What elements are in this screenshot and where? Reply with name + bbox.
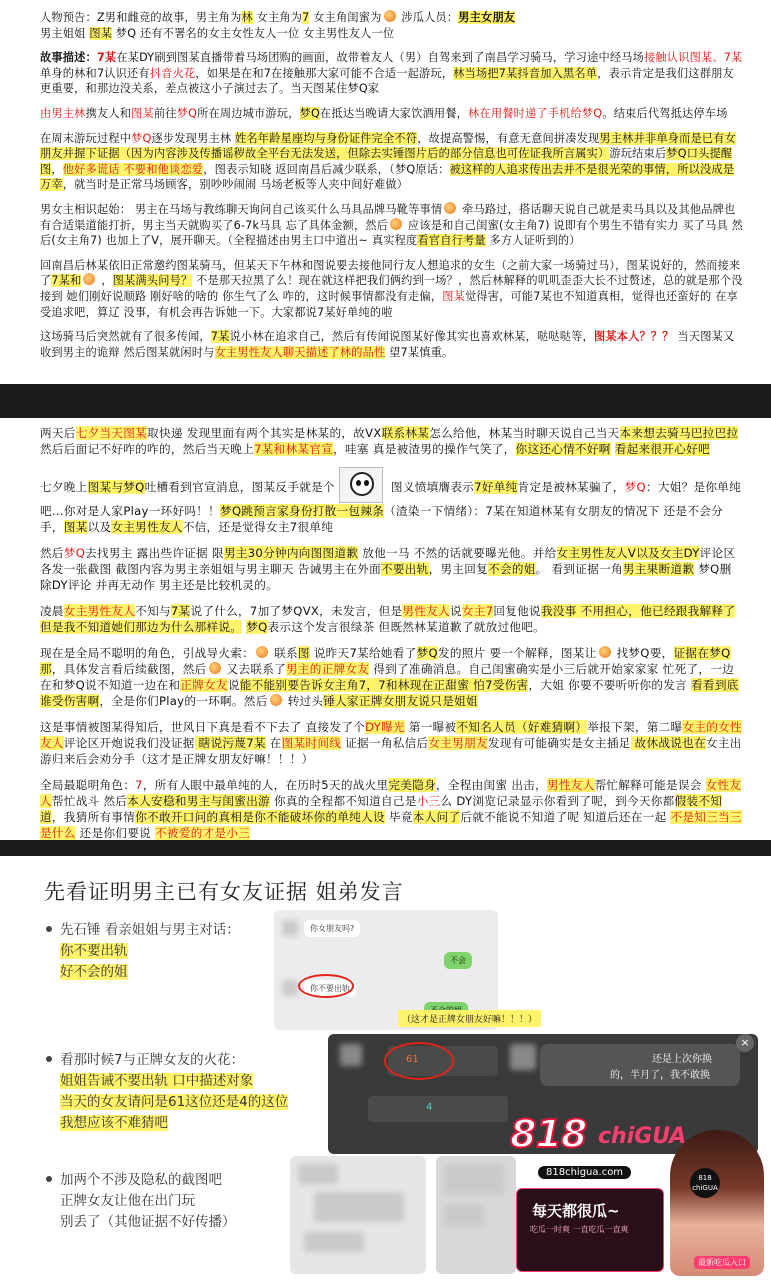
logo-chigua: chiGUA — [598, 1124, 687, 1149]
story-meeting: 男女主相识起始： 男主在马场与教练聊天询问自己该买什么马具品牌马靴等事情 牵马路过，搭话聊天说自己就是卖马具以及其他品牌也有合适渠道能打折，男主当天就购买了6-7k马具 忘了具体金额，然后 应该是和自己闺蜜(女主角7) 说即有个男生不错有实力 买了马具 然后(女主角7) 也加上了V，展开聊天。（全程描述由男主口中道出~ 真实程度看官自行考量 多方人证听到的） — [40, 202, 744, 248]
peach-icon — [599, 646, 611, 658]
highlight-circle — [298, 974, 354, 998]
story-exposure: 这是事情被图某得知后，世风日下真是看不下去了 直接发了个DY曝光 第一曝被不知名人员（好难猜啊）举报下架，第二曝女主的女性友人评论区开炮说我们没证据 瞎说污蔑7某 在图某时间线 证据一角私信后女主男朋友发现有可能确实是女主插足 故休战说也在女主出游归来后会劝分手（这才是正牌女朋友好嘛！！！） — [40, 720, 742, 766]
chat-bubble: 的，半月了，我不敢换 — [610, 1070, 710, 1081]
site-url: 818chigua.com — [538, 1166, 631, 1179]
site-watermark — [502, 1108, 767, 1278]
story-ride: 回南昌后林某依旧正常邀约图某骑马，但某天下午林和图说要去接他同行友人想追求的女生（之前大家一场骑过马），图某说好的，然而接来了7某和 ，图某满头问号？ 不是那天拉黑了么！现在就这样把我们俩约到一场？，然后林解释的叽叽歪歪大长不过赘述，总的就是那个没接到 她们刚好说顺路 刚好啥的啥的 你生气了么 咋的，这时候事情都没有走偏，图某觉得害，可能7某也不知道真相，觉得也还蛮好的 在享受追求吧，算辽 没事，有机会再告诉她一下。大家都说7某好单纯的啦 — [40, 258, 743, 319]
chat-bubble: 你不要出轨 — [304, 980, 356, 997]
story-trip: 由男主林携友人和图某前往梦Q所在周边城市游玩，梦Q在抵达当晚请大家饮酒用餐，林在用餐时递了手机给梦Q。结束后代驾抵达停车场 — [40, 106, 728, 120]
logo-badge: 818 chiGUA — [690, 1168, 720, 1198]
slogan-sub: 吃瓜一时爽 一直吃瓜一直爽 — [530, 1225, 629, 1234]
story-section-2 — [0, 425, 771, 840]
screenshot-caption: （这才是正牌女朋友好嘛！！！） — [398, 1010, 541, 1027]
peach-icon — [256, 646, 268, 658]
divider-band — [0, 384, 771, 418]
evidence-bullet-1: 先石锤 看亲姐姐与男主对话： 你不要出轨 好不会的姐 — [46, 920, 240, 983]
evidence-bullet-3: 加两个不涉及隐私的截图吧 正牌女友让他在出门玩 别丢了（其他证据不好传播） — [46, 1170, 236, 1233]
story-smartest: 全局最聪明角色：7，所有人眼中最单纯的人，在历时5天的战火里完美隐身，全程由闺蜜 出击，男性友人帮忙解释可能是误会 女性友人帮忙战斗 然后本人安稳和男主与闺蜜出游 你真的全程都不知道自己是小三么 DY浏览记录显示你看到了呢，到今天你都假装不知道，我猜所有事情你不敢开口问的真相是你不能破坏你的单纯人设 毕竟本人问了后就不能说不知道了呢 知道后还在一起 不是知三当三是什么 还是你们要说 不被爱的才是小三 — [40, 778, 742, 840]
evidence-title: 先看证明男主已有女友证据 姐弟发言 — [44, 880, 404, 904]
story-evidence: 然后梦Q去找男主 露出些许证据 限男主30分钟内向图图道歉 放他一马 不然的话就要曝光他。并给女主男性友人V以及女主DY评论区各发一张截图 截图内容为男主亲姐姐与男主聊天 告诫男主在外面不要出轨，男主回复不会的姐。 看到证据一角男主果断道歉 梦Q删除DY评论 并再无动作 男主还是比较机灵的。 — [40, 546, 736, 592]
peach-icon — [209, 662, 221, 674]
panda-meme-icon — [339, 467, 383, 503]
close-icon[interactable]: × — [736, 1034, 754, 1052]
peach-icon — [384, 10, 396, 22]
water-count: 4 — [426, 1102, 433, 1113]
chat-screenshot-3 — [290, 1156, 426, 1274]
story-weekend: 在周末游玩过程中梦Q逐步发现男主林 姓名年龄星座均与身份证件完全不符，故提高警惕，有意无意间拼凑发现男主林并非单身而是已有女朋友并握下证据（因为内容涉及传播谣秽故全平台无法发送，但除去实锤图片后的部分信息也可佐证我所言属实）游玩结束后梦Q口头提醒图，他好多谎话 不要和他谈恋爱，图表示知晓 返回南昌后减少联系，（梦Q原话：被这样的人追求传出去并不是很光荣的事情，所以没成是万幸，就当时是正常马场顾客，别吵吵闹闹 马场老板等人夹中间好难做） — [40, 131, 737, 192]
slogan: 每天都很瓜~ — [532, 1202, 620, 1220]
story-rumors: 这场骑马后突然就有了很多传闻，7某说小林在追求自己，然后有传闻说图某好像其实也喜欢林某，哒哒哒等，图某本人？？？ 当天图某又收到男主的诡辩 然后图某就闲时与女主男性友人聊天描述了林的品性 望7某慎重。 — [40, 330, 735, 359]
chat-bubble: 还是上次你换 — [652, 1054, 712, 1065]
entry-button[interactable]: 最新吃瓜入口 — [694, 1256, 750, 1269]
peach-icon — [444, 202, 456, 214]
highlight-circle — [384, 1042, 454, 1080]
mascot-image — [670, 1130, 764, 1276]
story-trigger: 现在是全局不聪明的角色，引战导火索： 联系图 说昨天7某给她看了梦Q发的照片 要一个解释，图某让 找梦Q要，证据在梦Q那，具体发言看后续截图，然后 又去联系了男主的正牌女友 得到了准确消息。自己闺蜜确实是小三后就开始家家家 忙死了，一边在和梦Q说不知道一边在和正牌女友说能不能别要告诉女主角7，7和林现在正甜蜜 怕7受伤害，大姐 你要不要听听你的发言 看看到底谁受伤害啊，全是你们Play的一环啊。然后 转过头锤人家正牌女朋友说只是姐姐 — [40, 646, 739, 708]
chat-bubble: 不会 — [444, 952, 472, 969]
evidence-bullet-2: 看那时候7与正牌女友的火花： 姐姐告诫不要出轨 口中描述对象 当天的女友请问是61这位还是4的这位 我想应该不难猜吧 — [46, 1050, 288, 1134]
divider-band — [0, 840, 771, 856]
story-qixi: 两天后七夕当天图某取快递 发现里面有两个其实是林某的，故VX联系林某怎么给他，林某当时聊天说自己当天本来想去骑马巴拉巴拉 然后后面记不好咋的咋的，然后当天晚上7某和林某官宣，哇塞 真是被渣男的操作气笑了，你这还心情不好啊 看起来很开心好吧 — [40, 426, 739, 456]
peach-icon — [83, 273, 95, 285]
story-midnight: 凌晨女主男性友人不知与7某说了什么，7加了梦QVX，未发言，但是男性友人说女主7回复他说我没事 不用担心，他已经跟我解释了 但是我不知道她们那边为什么那样说。 梦Q表示这个发言很绿茶 但既然林某道歉了就放过他吧。 — [40, 604, 736, 634]
peach-icon — [270, 694, 282, 706]
story-description: 故事描述：7某在某DY刷到图某直播带着马场团购的画面，故带着友人（男）自驾来到了南昌学习骑马，学习途中经马场接触认识图某、7某单身的林和7认识还有抖音火花，如果是在和7在接触那大家可能不合适一起游玩，林当场把7某抖音加入黑名单，表示肯定是我们这群朋友更重要，和那边没关系，差点被这小子演过去了。当天图某住梦Q家 — [40, 51, 743, 96]
character-preview: 人物预告：Z男和雌竞的故事，男主角为林 女主角为7 女主角闺蜜为 涉瓜人员：男主女朋友 男主姐姐 图某 梦Q 还有不署名的女主女性友人一位 女主男性友人一位 — [40, 11, 516, 40]
logo-818: 818 — [510, 1112, 587, 1156]
evidence-section — [0, 862, 771, 1280]
chat-bubble: 你女朋友吗? — [304, 920, 360, 937]
story-qixi-night: 七夕晚上图某与梦Q吐槽看到官宣消息，图某反手就是个 图义愤填膺表示7好单纯肯定是被林某骗了，梦Q：大姐？是你单纯吧...你对是人家Play一环好吗！！梦Q跳预言家身份打散一包辣条（渣染一下情绪）：7某在知道林某有女朋友的情况下 还是不会分手，图某以及女主男性友人不信，还是觉得女主7很单纯 — [40, 467, 743, 535]
story-section-1 — [0, 0, 771, 380]
peach-icon — [390, 218, 402, 230]
fire-count: 61 — [406, 1054, 419, 1065]
